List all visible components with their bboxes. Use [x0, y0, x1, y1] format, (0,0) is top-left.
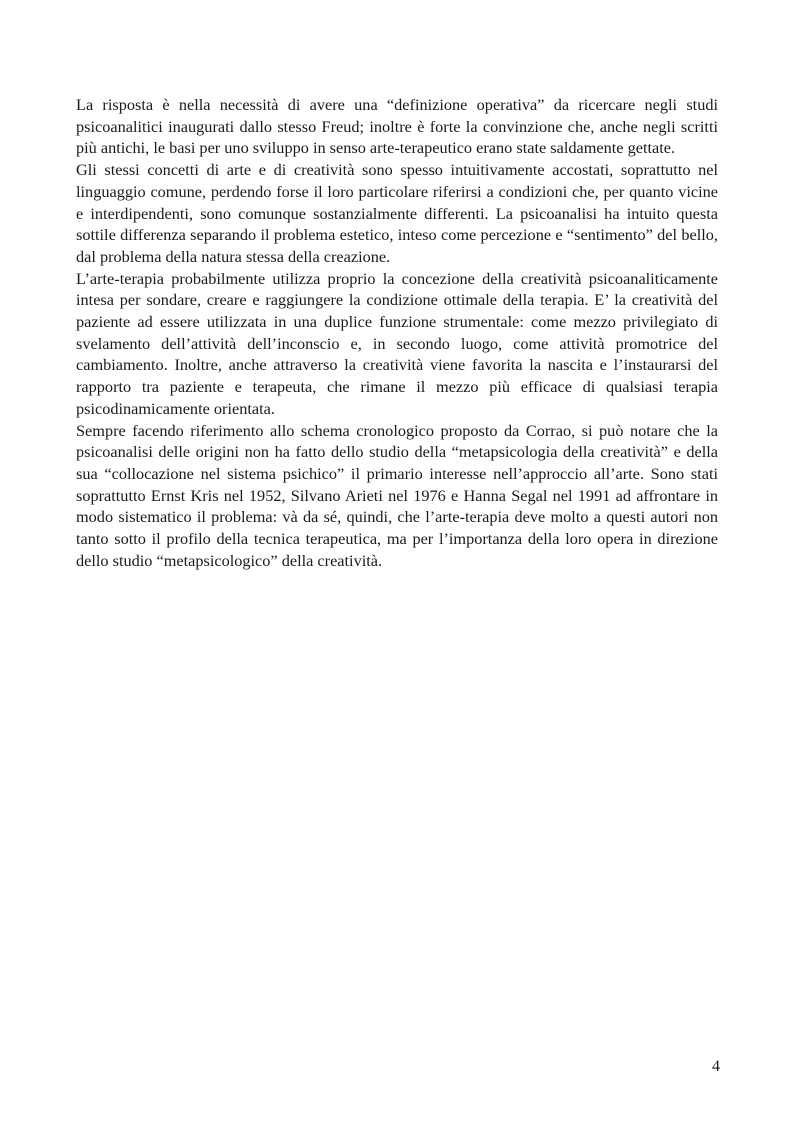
- paragraph-3: L’arte-terapia probabilmente utilizza proprio la concezione della creatività psicoanaliticamente intesa per sondare, creare e raggiungere la condizione ottimale della terapia. E’ la creatività del paziente ad essere utilizzata in una duplice funzione strumentale: come mezzo privilegiato di svelamento dell’attività dell’inconscio e, in secondo luogo, come attività promotrice del cambiamento. Inoltre, anche attraverso la creatività viene favorita la nascita e l’instaurarsi del rapporto tra paziente e terapeuta, che rimane il mezzo più efficace di qualsiasi terapia psicodinamicamente orientata.: [76, 268, 718, 418]
- page-number: 4: [712, 1058, 720, 1075]
- paragraph-1: La risposta è nella necessità di avere una “definizione operativa” da ricercare negli studi psicoanalitici inaugurati dallo stesso Freud; inoltre è forte la convinzione che, anche negli scritti più antichi, le basi per uno sviluppo in senso arte-terapeutico erano state saldamente gettate.: [76, 95, 718, 158]
- paragraph-4: Sempre facendo riferimento allo schema cronologico proposto da Corrao, si può notare che la psicoanalisi delle origini non ha fatto dello studio della “metapsicologia della creatività” e della sua “collocazione nel sistema psichico” il primario interesse nell’approccio all’arte. Sono stati soprattutto Ernst Kris nel 1952, Silvano Arieti nel 1976 e Hanna Segal nel 1991 ad affrontare in modo sistematico il problema: và da sé, quindi, che l’arte-terapia deve molto a questi autori non tanto sotto il profilo della tecnica terapeutica, ma per l’importanza della loro opera in direzione dello studio “metapsicologico” della creatività.: [76, 420, 718, 570]
- paragraph-2: Gli stessi concetti di arte e di creatività sono spesso intuitivamente accostati, soprattutto nel linguaggio comune, perdendo forse il loro particolare riferirsi a condizioni che, per quanto vicine e interdipendenti, sono comunque sostanzialmente differenti. La psicoanalisi ha intuito questa sottile differenza separando il problema estetico, inteso come percezione e “sentimento” del bello, dal problema della natura stessa della creazione.: [76, 160, 718, 266]
- body-text: [76, 94, 718, 571]
